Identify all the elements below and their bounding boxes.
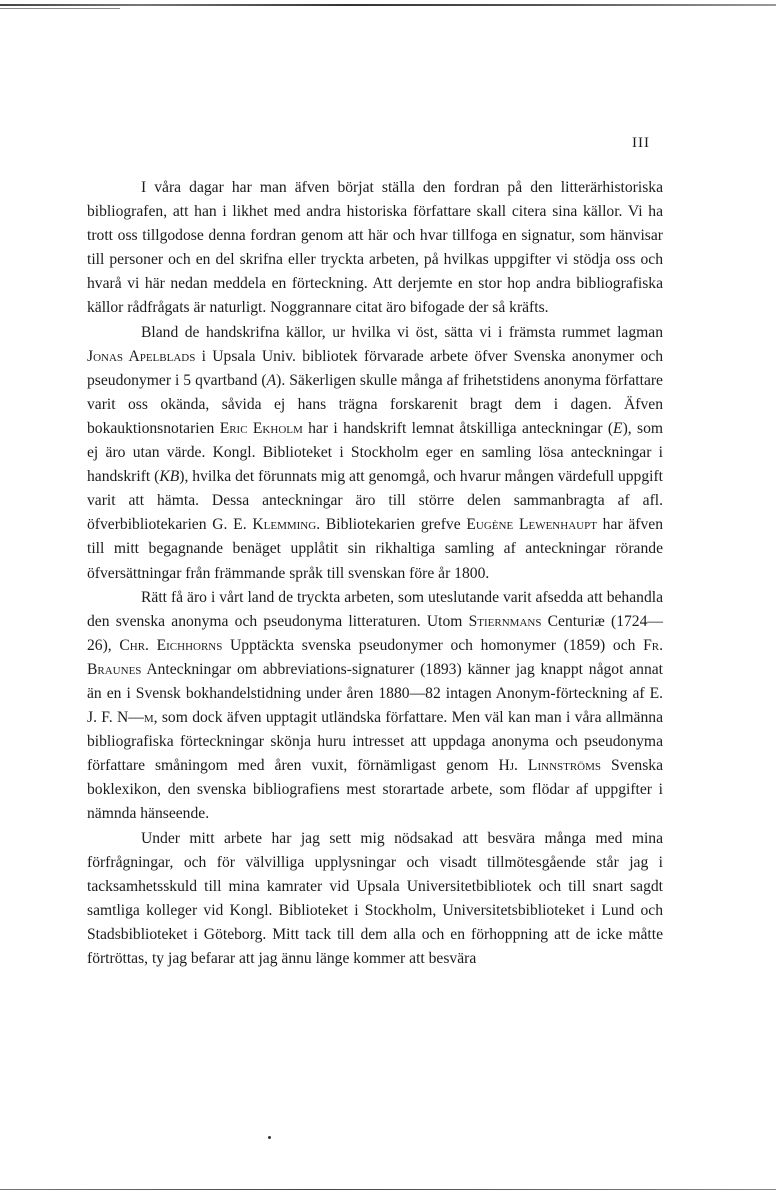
text-run: Rätt få äro i vårt land de tryckta arbeten, som uteslutande varit afsedda att behandla den svenska anonyma och pseudonyma litteraturen. Utom bbox=[87, 588, 663, 630]
text-run: ). Säkerligen skulle många af frihetstidens anonyma författare varit oss okända, såvida ej hans trägna forskarenit bragt dem i dagen. Äfven bokauktionsnotarien bbox=[87, 371, 663, 437]
source-signature: KB bbox=[159, 468, 180, 486]
paragraph-3 bbox=[87, 586, 663, 827]
text-run: ), hvilka det förunnats mig att genomgå, och hvarur mången värdefull uppgift varit att hämta. Dessa anteckningar äro till större delen sammanbragta af afl. öfverbibliotekarien G. E. bbox=[87, 468, 663, 534]
body-text bbox=[87, 176, 663, 971]
paragraph-2 bbox=[87, 321, 663, 586]
text-run: Under mitt arbete har jag sett mig nödsakad att besvära många med mina förfrågningar, och för välvilliga upplysningar och visadt tillmötesgående står jag i tacksamhetsskuld till mina kamrater vid Upsala Universitetbibliotek och till snart sagdt samtliga kolleger vid Kongl. Biblioteket i Stockholm, Universitetsbiblioteket i Lund och Stadsbiblioteket i Göteborg. Mitt tack till dem alla och en förhoppning att de icke måtte förtröttas, ty jag befarar att jag ännu länge kommer att besvära bbox=[87, 829, 663, 967]
text-run: Bland de handskrifna källor, ur hvilka vi öst, sätta vi i främsta rummet lagman bbox=[141, 323, 663, 341]
ink-speck bbox=[268, 1136, 271, 1139]
text-run: Upptäckta svenska pseudonymer och homonymer (1859) och bbox=[222, 636, 644, 654]
text-run: har i handskrift lemnat åtskilliga anteckningar ( bbox=[302, 419, 614, 437]
text-run: har äfven till mitt begagnande benäget upplåtit sin rikhaltiga samling af anteckningar rörande öfversättningar från främmande språk till svenskan före år 1800. bbox=[87, 516, 663, 582]
source-signature: A bbox=[266, 371, 277, 389]
top-edge-rule-thin bbox=[0, 8, 120, 9]
name-small-caps: Eric Ekholm bbox=[219, 419, 303, 437]
name-small-caps: Jonas Apelblads bbox=[87, 347, 196, 365]
text-run: ), som ej äro utan värde. Kongl. Biblioteket i Stockholm eger en samling lösa anteckningar i handskrift ( bbox=[87, 419, 663, 486]
top-edge-rule bbox=[0, 4, 776, 6]
text-run: I våra dagar har man äfven börjat ställa den fordran på den litterärhistoriska bibliografen, att han i likhet med andra historiska författare skall citera sina källor. Vi ha trott oss tillgodose denna fordran genom att här och hvar tillfoga en signatur, som hänvisar till personer och en del skrifna eller tryckta arbeten, på hvilkas uppgifter vi stödja oss och hvarå vi här nedan meddela en förteckning. Att derjemte en stor hop andra bibliografiska källor rådfrågats är naturligt. Noggrannare citat äro bifogade der så kräfts. bbox=[87, 179, 663, 317]
text-run: i Upsala Univ. bibliotek förvarade arbete öfver Svenska anonymer och pseudonymer i 5 qvartband ( bbox=[87, 347, 663, 389]
name-small-caps: Hj. Linnströms bbox=[498, 757, 602, 775]
name-small-caps: m bbox=[143, 709, 154, 727]
text-run: Svenska boklexikon, den svenska bibliografiens mest storartade arbete, som flödar af uppgifter i nämnda hänseende. bbox=[87, 757, 663, 823]
text-run: Centuriæ (1724—26), bbox=[87, 612, 663, 654]
name-small-caps: Eugène Lewenhaupt bbox=[466, 516, 597, 534]
name-small-caps: Fr. Braunes bbox=[87, 636, 663, 678]
text-run: . Bibliotekarien grefve bbox=[316, 516, 467, 534]
paragraph-4 bbox=[87, 827, 663, 972]
bottom-edge-rule bbox=[0, 1189, 776, 1190]
page-number: III bbox=[632, 135, 650, 151]
source-signature: E bbox=[613, 419, 623, 437]
name-small-caps: Klemming bbox=[252, 516, 317, 534]
paragraph-1 bbox=[87, 176, 663, 321]
text-run: Anteckningar om abbreviations-signaturer (1893) känner jag knappt något annat än en i Svensk bokhandelstidning under åren 1880—82 intagen Anonym-förteckning af E. J. F. N— bbox=[87, 660, 663, 727]
name-small-caps: Stiernmans bbox=[468, 612, 542, 630]
name-small-caps: Chr. Eichhorns bbox=[119, 636, 223, 654]
text-run: , som dock äfven upptagit utländska författare. Men väl kan man i våra allmänna bibliografiska förteckningar skönja huru intresset att uppdaga anonyma och pseudonyma författare småningom med åren vuxit, förnämligast genom bbox=[87, 709, 663, 775]
